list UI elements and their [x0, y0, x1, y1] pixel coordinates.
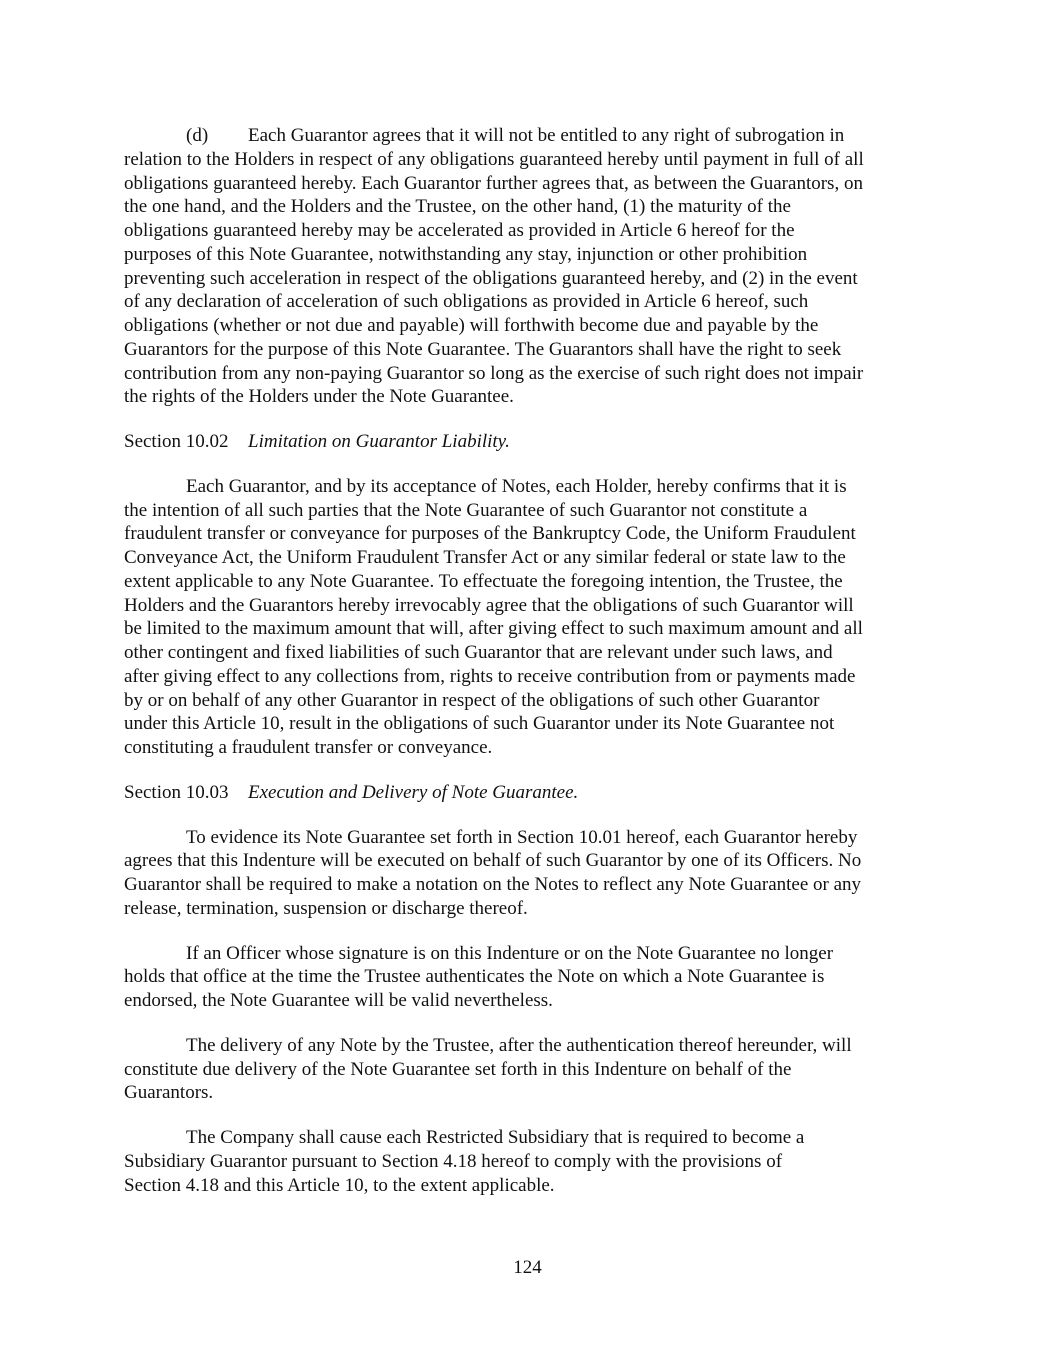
line-text: constitute due delivery of the Note Guarantee set forth in this Indenture on behalf of the [124, 1058, 792, 1080]
paragraph-line [124, 942, 939, 966]
line-text: Each Guarantor agrees that it will not be entitled to any right of subrogation in [248, 125, 845, 146]
paragraph [124, 1034, 939, 1105]
line-text: the intention of all such parties that the Note Guarantee of such Guarantor not constitute a [124, 499, 808, 521]
paragraph-line [124, 314, 939, 338]
section-title: Execution and Delivery of Note Guarantee. [248, 781, 579, 803]
paragraph-line [124, 267, 939, 291]
paragraph-line [124, 362, 939, 386]
paragraph [124, 942, 939, 1013]
paragraph-line [124, 148, 939, 172]
paragraph-line [124, 546, 939, 570]
line-text: by or on behalf of any other Guarantor in respect of the obligations of such other Guarantor [124, 689, 820, 711]
paragraph-line [124, 1126, 939, 1150]
paragraph-line [124, 243, 939, 267]
line-text: Section 4.18 and this Article 10, to the extent applicable. [124, 1174, 555, 1196]
paragraph-line [124, 219, 939, 243]
line-text: the rights of the Holders under the Note Guarantee. [124, 386, 514, 408]
paragraph [124, 826, 939, 921]
paragraph-line [124, 475, 939, 499]
paragraph-line [124, 195, 939, 219]
paragraph-line [124, 172, 939, 196]
line-text: To evidence its Note Guarantee set forth in Section 10.01 hereof, each Guarantor hereby [186, 826, 858, 848]
line-text: The delivery of any Note by the Trustee, after the authentication thereof hereunder, will [186, 1034, 852, 1056]
line-text: obligations (whether or not due and payable) will forthwith become due and payable by the [124, 315, 819, 336]
paragraph-line [124, 385, 939, 409]
paragraph-line [124, 665, 939, 689]
line-text: under this Article 10, result in the obligations of such Guarantor under its Note Guarantee not [124, 713, 835, 735]
line-text: extent applicable to any Note Guarantee. To effectuate the foregoing intention, the Trustee, the [124, 570, 843, 592]
line-text: The Company shall cause each Restricted Subsidiary that is required to become a [186, 1127, 805, 1148]
line-text: obligations guaranteed hereby may be accelerated as provided in Article 6 hereof for the [124, 220, 795, 241]
heading-line [124, 430, 939, 454]
line-text: obligations guaranteed hereby. Each Guarantor further agrees that, as between the Guarantors, on [124, 172, 863, 194]
paragraph-line [124, 594, 939, 618]
paragraph-line [124, 617, 939, 641]
line-text: other contingent and fixed liabilities of such Guarantor that are relevant under such laws, and [124, 642, 833, 663]
paragraph-line [124, 1081, 939, 1105]
line-text: be limited to the maximum amount that will, after giving effect to such maximum amount and all [124, 618, 863, 640]
line-text: fraudulent transfer or conveyance for purposes of the Bankruptcy Code, the Uniform Fraudulent [124, 523, 856, 545]
section-heading [124, 430, 939, 454]
paragraph-line [124, 338, 939, 362]
paragraph-label: (d) [186, 125, 209, 146]
line-text: If an Officer whose signature is on this Indenture or on the Note Guarantee no longer [186, 942, 834, 964]
line-text: agrees that this Indenture will be executed on behalf of such Guarantor by one of its Officers. No [124, 850, 862, 872]
page-body [124, 124, 939, 1218]
paragraph-line [124, 736, 939, 760]
page-number: 124 [513, 1257, 542, 1278]
paragraph-line [124, 826, 939, 850]
paragraph-line [124, 641, 939, 665]
section-heading [124, 781, 939, 805]
paragraph-line [124, 689, 939, 713]
line-text: constituting a fraudulent transfer or conveyance. [124, 737, 493, 758]
line-text: release, termination, suspension or discharge thereof. [124, 897, 528, 919]
paragraph-line [124, 522, 939, 546]
line-text: Guarantor shall be required to make a notation on the Notes to reflect any Note Guarantee or any [124, 874, 862, 895]
line-text: purposes of this Note Guarantee, notwithstanding any stay, injunction or other prohibition [124, 243, 808, 265]
paragraph-line [124, 1058, 939, 1082]
line-text: after giving effect to any collections from, rights to receive contribution from or payments made [124, 665, 856, 687]
paragraph-line [124, 712, 939, 736]
paragraph-line [124, 1174, 939, 1198]
line-text: preventing such acceleration in respect of the obligations guaranteed hereby, and (2) in the event [124, 267, 858, 289]
line-text: Each Guarantor, and by its acceptance of Notes, each Holder, hereby confirms that it is [186, 475, 847, 497]
line-text: Conveyance Act, the Uniform Fraudulent Transfer Act or any similar federal or state law to the [124, 547, 846, 568]
paragraph-line [124, 989, 939, 1013]
paragraph-line [124, 873, 939, 897]
line-text: relation to the Holders in respect of any obligations guaranteed hereby until payment in full of all [124, 148, 864, 170]
paragraph-line [124, 124, 939, 148]
paragraph [124, 475, 939, 760]
line-text: the one hand, and the Holders and the Trustee, on the other hand, (1) the maturity of the [124, 196, 791, 218]
paragraph [124, 124, 939, 409]
paragraph-line [124, 965, 939, 989]
paragraph-line [124, 1034, 939, 1058]
line-text: contribution from any non-paying Guarantor so long as the exercise of such right does not impair [124, 362, 864, 384]
line-text: Guarantors. [124, 1082, 214, 1104]
paragraph-line [124, 849, 939, 873]
paragraph-line [124, 499, 939, 523]
line-text: Subsidiary Guarantor pursuant to Section 4.18 hereof to comply with the provisions of [124, 1150, 783, 1172]
paragraph-line [124, 570, 939, 594]
section-title: Limitation on Guarantor Liability. [248, 431, 510, 452]
line-text: endorsed, the Note Guarantee will be valid nevertheless. [124, 990, 553, 1011]
section-number: Section 10.03 [124, 781, 229, 803]
paragraph [124, 1126, 939, 1197]
paragraph-line [124, 1150, 939, 1174]
section-number: Section 10.02 [124, 431, 229, 452]
paragraph-line [124, 290, 939, 314]
paragraph-line [124, 897, 939, 921]
line-text: holds that office at the time the Trustee authenticates the Note on which a Note Guarantee is [124, 966, 825, 988]
line-text: Guarantors for the purpose of this Note Guarantee. The Guarantors shall have the right to seek [124, 338, 842, 360]
line-text: Holders and the Guarantors hereby irrevocably agree that the obligations of such Guarantor will [124, 594, 854, 616]
line-text: of any declaration of acceleration of such obligations as provided in Article 6 hereof, such [124, 291, 809, 313]
heading-line [124, 781, 939, 805]
